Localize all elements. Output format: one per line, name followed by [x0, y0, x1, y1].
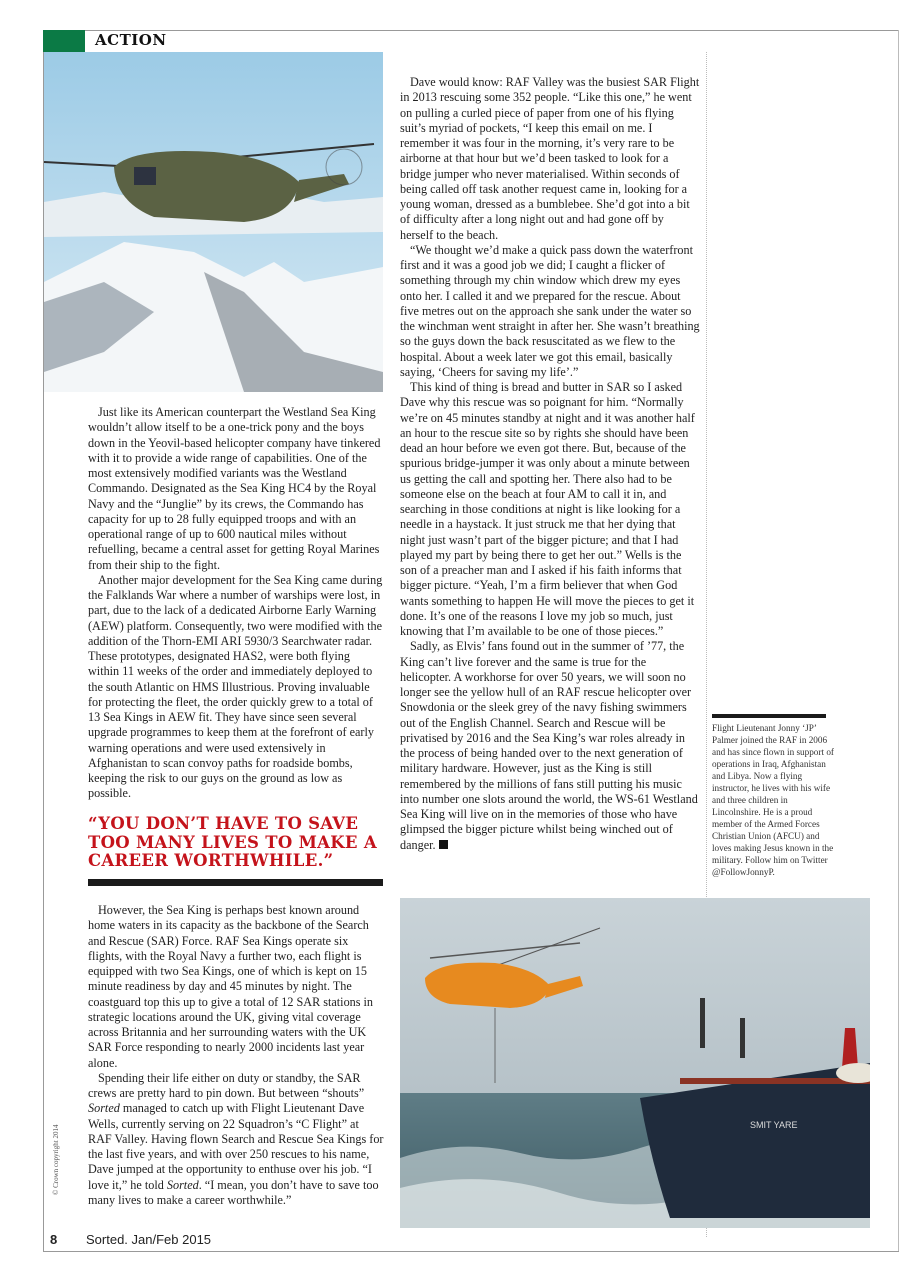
photo-copyright: © Crown copyright 2014 — [52, 1124, 60, 1195]
article-column-1 — [88, 405, 384, 802]
text: managed to catch up with Flight Lieutenant Dave Wells, currently serving on 22 Squadron’s “C Flight” at RAF Valley. Having flown Search and Rescue Sea Kings for the last five years, and with over 250 rescues to his name, Dave jumped at the opportunity to enthuse over his job. “I love it,” he told — [88, 1101, 384, 1192]
magazine-name: Sorted — [166, 1177, 199, 1192]
section-color-tab — [43, 30, 85, 52]
author-bio-caption: Flight Lieutenant Jonny ‘JP’ Palmer joined the RAF in 2006 and has since flown in support of operations in Iraq, Afghanistan and Libya. Now a flying instructor, he lives with his wife and three children in Lincolnshire. He is a proud member of the Armed Forces Christian Union (AFCU) and loves making Jesus known in the military. Follow him on Twitter @FollowJonnyP. — [712, 723, 834, 877]
section-title: ACTION — [95, 31, 167, 49]
paragraph: Just like its American counterpart the Westland Sea King wouldn’t allow itself to be a one-trick pony and the boys down in the Yeovil-based helicopter company have tinkered with it to provide a wide range of capabilities. One of the most extensively modified variants was the Westland Commando. Designated as the Sea King HC4 by the Royal Navy and the “Junglie” by its crews, the Commando has capacity for up to 28 fully equipped troops and with an operational range of up to 600 nautical miles without refuelling, became a central asset for getting Royal Marines from their ship to the fight. — [88, 405, 381, 572]
paragraph — [88, 1071, 384, 1208]
sea-king-snow-mountains-photo — [44, 52, 383, 392]
frame-line — [43, 1251, 899, 1252]
page-number: 8 — [50, 1232, 58, 1247]
paragraph: Dave would know: RAF Valley was the busiest SAR Flight in 2013 rescuing some 352 people. “Like this one,” he went on pulling a curled piece of paper from one of his flying suit’s myriad of pockets, “I keep this email on me. I remember it was four in the morning, it’s very rare to be airborne at that hour but we’d been tasked to look for a bridge jumper who never materialised. Within seconds of being called off task another request came in, looking for a young woman, dressed as a bumblebee. She’d got into a bit of difficulty after a long night out and had gone off by herself to the beach. — [400, 75, 700, 242]
frame-line — [898, 30, 899, 1252]
pull-quote: “YOU DON’T HAVE TO SAVE TOO MANY LIVES TO MAKE A CAREER WORTHWHILE.” — [88, 814, 377, 870]
ship-name: SMIT YARE — [750, 1120, 798, 1130]
paragraph: However, the Sea King is perhaps best known around home waters in its capacity as the backbone of the Search and Rescue (SAR) Force. RAF Sea Kings operate six flights, with the Royal Navy a further two, each flight is equipped with two Sea Kings, one of which is kept on 15 minute readiness by day and 45 minutes by night. The coastguard top this up to give a total of 12 SAR stations in strategic locations around the UK, giving vital coverage across Britannia and her surrounding waters with the UK SAR Force responding to nearly 2000 incidents last year alone. — [88, 903, 374, 1070]
paragraph: This kind of thing is bread and butter in SAR so I asked Dave why this rescue was so poignant for him. “Normally we’re on 45 minutes standby at night and it was another half an hour to the rescue site so by rights she should have been dead an hour before we even got there. But, because of the spurious bridge-jumper it was only about a minute between us getting the call and spotting her. There also had to be someone else on the beach at four AM to call it in, and searching in those conditions at night is like looking for a needle in a haystack. It just struck me that her dying that night just wasn’t part of the bigger picture; and that I had played my part by being there to get her out.” Wells is the son of a preacher man and I asked if his faith informs that bigger picture. “Yeah, I’m a firm believer that when God wants something to happen He will move the pieces to get it done. It’s one of the reasons I love my job so much, just knowing that I’m available to be one of those pieces.” — [400, 380, 695, 638]
text: Sadly, as Elvis’ fans found out in the summer of ’77, the King can’t live forever and the same is true for the helicopter. A workhorse for over 50 years, we will soon no longer see the yellow hull of an RAF rescue helicopter over Snowdonia or the sleek grey of the navy fishing swimmers out of the English Channel. Search and Rescue will be privatised by 2016 and the Sea King’s war roles already in the process of being handed over to the next generation of military hardware. However, just as the King is still remembered by the millions of fans still putting his music into number one slots around the world, the WS-61 Westland Sea King will live on in the memories of those who have glimpsed the bigger picture whilst being winched out of danger. — [400, 639, 698, 852]
pull-quote-bar — [88, 879, 383, 886]
paragraph: “We thought we’d make a quick pass down the waterfront first and it was a good job we did; I caught a flicker of something through my chin window which drew my eyes onto her. I called it and we prepared for the rescue. About five metres out on the approach she sank under the water so the winchman went straight in after her. She wasn’t breathing so the guys down the back resuscitated as we flew to the hospital. About a week later we got this email, basically saying, ‘Cheers for saving my life’.” — [400, 242, 700, 379]
rescue-helicopter-ship-photo — [400, 898, 870, 1228]
text: Spending their life either on duty or standby, the SAR crews are pretty hard to pin down. But between “shouts” — [88, 1070, 365, 1100]
article-column-2 — [400, 75, 700, 853]
caption-bar — [712, 714, 826, 718]
end-mark-icon — [439, 840, 448, 849]
article-column-1-continued — [88, 903, 384, 1208]
publication-footer: Sorted. Jan/Feb 2015 — [86, 1232, 212, 1247]
text: . “I mean, you don’t have to save too many lives to make a career worthwhile.” — [88, 1177, 379, 1207]
magazine-name: Sorted — [88, 1101, 120, 1116]
frame-line — [43, 30, 899, 31]
paragraph: Another major development for the Sea King came during the Falklands War where a number of warships were lost, in part, due to the lack of a dedicated Airborne Early Warning (AEW) platform. Consequently, two were modified with the addition of the Thorn-EMI ARI 5930/3 Searchwater radar. These prototypes, designated HAS2, were both flying within 11 weeks of the order and immediately deployed to the south Atlantic on HMS Illustrious. Proving invaluable for protecting the fleet, the order quickly grew to a total of 13 Sea Kings in AEW fit. They have since seen several upgrade programmes to keep them at the forefront of early warning operations and were used extensively in Afghanistan to scan convoy paths for roadside bombs, keeping the risk to our guys on the ground as low as possible. — [88, 572, 383, 801]
paragraph — [400, 639, 700, 853]
